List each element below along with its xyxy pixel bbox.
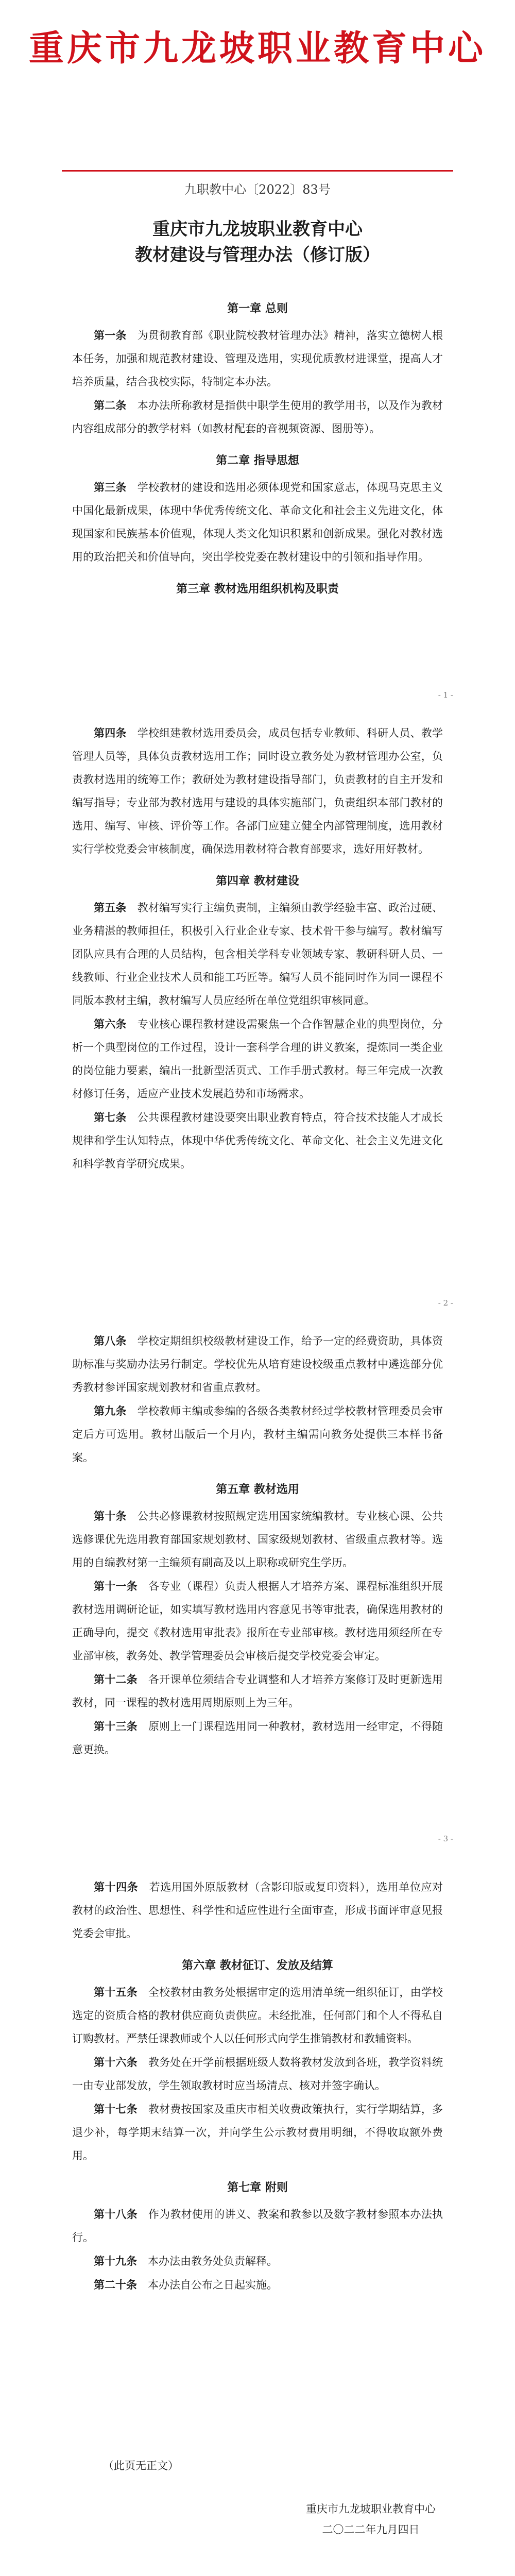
article xyxy=(72,896,443,1012)
article-text: 教材编写实行主编负责制，主编须由教学经验丰富、政治过硬、业务精湛的教师担任，积极引入行业企业专家、技术骨干参与编写。教材编写团队应具有合理的人员结构，包含相关学科专业领域专家、教研科研人员、一线教师、行业企业技术人员和能工巧匠等。编写人员不能同时作为同一课程不同版本教材主编，教材编写人员应经所在单位党组织审核同意。 xyxy=(72,902,443,1007)
article-number: 第十一条 xyxy=(94,1580,138,1592)
article-text: 全校教材由教务处根据审定的选用清单统一组织征订，由学校选定的资质合格的教材供应商负责供应。未经批准，任何部门和个人不得私自订购教材。严禁任课教师或个人以任何形式向学生推销教材和教辅资料。 xyxy=(72,1986,443,2045)
article-number: 第十七条 xyxy=(94,2103,138,2115)
article xyxy=(72,1329,443,1399)
article-text: 各专业（课程）负责人根据人才培养方案、课程标准组织开展教材选用调研论证，如实填写教材选用内容意见书等审批表，确保选用教材的正确导向，提交《教材选用审批表》报所在专业部审核。教材选用须经所在专业部审核，教务处、教学管理委员会审核后提交学校党委会审定。 xyxy=(72,1580,443,1662)
article xyxy=(72,2050,443,2097)
chapter-heading: 第六章 教材征订、发放及结算 xyxy=(182,1959,333,1972)
chapter-heading: 第一章 总则 xyxy=(227,302,288,315)
article-text: 为贯彻教育部《职业院校教材管理办法》精神，落实立德树人根本任务，加强和规范教材建设、管理及选用，实现优质教材进课堂，提高人才培养质量，结合我校实际，特制定本办法。 xyxy=(72,329,443,388)
article-text: 若选用国外原版教材（含影印版或复印资料），选用单位应对教材的政治性、思想性、科学性和适应性进行全面审查，形成书面评审意见报党委会审批。 xyxy=(72,1881,443,1940)
page-number: - 3 - xyxy=(438,1834,453,1843)
page-number: - 2 - xyxy=(438,1298,453,1308)
document-title xyxy=(0,216,515,268)
article-text: 公共课程教材建设要突出职业教育特点，符合技术技能人才成长规律和学生认知特点，体现中华优秀传统文化、革命文化、社会主义先进文化和科学教育学研究成果。 xyxy=(72,1111,443,1170)
article-text: 各开课单位须结合专业调整和人才培养方案修订及时更新选用教材，同一课程的教材选用周期原则上为三年。 xyxy=(72,1673,443,1709)
article-text: 本办法自公布之日起实施。 xyxy=(148,2279,278,2291)
article xyxy=(72,1399,443,1469)
body-page-1 xyxy=(72,289,443,604)
chapter-heading: 第五章 教材选用 xyxy=(216,1483,299,1496)
article-number: 第一条 xyxy=(94,329,127,342)
document-number: 九职教中心〔2022〕83号 xyxy=(184,182,331,197)
article-number: 第五条 xyxy=(94,901,127,914)
signature-org: 重庆市九龙坡职业教育中心 xyxy=(306,2503,436,2515)
article xyxy=(72,1574,443,1668)
article xyxy=(72,1012,443,1106)
article xyxy=(72,1668,443,1715)
chapter-heading: 第四章 教材建设 xyxy=(216,874,299,888)
chapter-heading: 第二章 指导思想 xyxy=(216,454,299,467)
article xyxy=(72,1875,443,1945)
article-text: 教务处在开学前根据班级人数将教材发放到各班，教学资料统一由专业部发放，学生领取教材时应当场清点、核对并签字确认。 xyxy=(72,2056,443,2092)
article xyxy=(72,721,443,861)
article xyxy=(72,394,443,440)
article-number: 第六条 xyxy=(94,1018,127,1030)
article xyxy=(72,2249,443,2273)
title-line-1: 重庆市九龙坡职业教育中心 xyxy=(152,219,363,240)
body-page-3 xyxy=(72,1329,443,1761)
article-number: 第十三条 xyxy=(94,1720,138,1733)
article-number: 第四条 xyxy=(94,726,127,739)
chapter-heading: 第七章 附则 xyxy=(227,2181,288,2194)
article-number: 第七条 xyxy=(94,1111,127,1124)
article xyxy=(72,2273,443,2297)
article xyxy=(72,2202,443,2249)
article-text: 本办法所称教材是指供中职学生使用的教学用书，以及作为教材内容组成部分的教学材料（如教材配套的音视频资源、图册等）。 xyxy=(72,399,443,435)
signature-date: 二〇二二年九月四日 xyxy=(322,2523,420,2536)
article-text: 学校教师主编或参编的各级各类教材经过学校教材管理委员会审定后方可选用。教材出版后一个月内，教材主编需向教务处提供三本样书备案。 xyxy=(72,1405,443,1464)
no-text-note: （此页无正文） xyxy=(103,2460,179,2472)
article-number: 第十条 xyxy=(94,1510,127,1522)
body-page-4 xyxy=(72,1875,443,2297)
article-text: 学校教材的建设和选用必须体现党和国家意志，体现马克思主义中国化最新成果，体现中华优秀传统文化、革命文化和社会主义先进文化，体现国家和民族基本价值观，体现人类文化知识积累和创新成果。强化对教材选用的政治把关和价值导向，突出学校党委在教材建设中的引领和指导作用。 xyxy=(72,481,443,563)
article-text: 公共必修课教材按照规定选用国家统编教材。专业核心课、公共选修课优先选用教育部国家规划教材、国家级规划教材、省级重点教材等。选用的自编教材第一主编须有副高及以上职称或研究生学历。 xyxy=(72,1510,443,1569)
article xyxy=(72,324,443,394)
title-line-2: 教材建设与管理办法（修订版） xyxy=(135,245,380,265)
article-number: 第二条 xyxy=(94,399,127,412)
signature-block xyxy=(288,2499,453,2540)
article xyxy=(72,1715,443,1761)
article-text: 教材费按国家及重庆市相关收费政策执行，实行学期结算，多退少补，每学期末结算一次，并向学生公示教材费用明细，不得收取额外费用。 xyxy=(72,2103,443,2162)
article-text: 学校组建教材选用委员会，成员包括专业教师、科研人员、教学管理人员等，具体负责教材选用工作；同时设立教务处为教材管理办公室，负责教材选用的统筹工作；教研处为教材建设指导部门，负责教材的自主开发和编写指导；专业部为教材选用与建设的具体实施部门，负责组织本部门教材的选用、编写、审核、评价等工作。各部门应建立健全内部管理制度，选用教材实行学校党委会审核制度，确保选用教材符合教育部要求，选好用好教材。 xyxy=(72,727,443,855)
page-number: - 1 - xyxy=(438,690,453,700)
article-number: 第九条 xyxy=(94,1404,127,1417)
article-number: 第十八条 xyxy=(94,2208,138,2221)
article xyxy=(72,1980,443,2050)
article xyxy=(72,1504,443,1574)
article-number: 第三条 xyxy=(94,481,127,494)
article xyxy=(72,1106,443,1176)
article-text: 专业核心课程教材建设需聚焦一个合作智慧企业的典型岗位，分析一个典型岗位的工作过程，设计一套科学合理的讲义教案，提炼同一类企业的岗位能力要素，编出一批新型活页式、工作手册式教材。每三年完成一次教材修订任务，适应产业技术发展趋势和市场需求。 xyxy=(72,1018,443,1100)
chapter-heading: 第三章 教材选用组织机构及职责 xyxy=(176,582,339,596)
article-text: 本办法由教务处负责解释。 xyxy=(148,2255,278,2267)
red-header-title: 重庆市九龙坡职业教育中心 xyxy=(28,28,486,69)
body-page-2 xyxy=(72,721,443,1176)
article-number: 第十五条 xyxy=(94,1986,138,1998)
article-text: 原则上一门课程选用同一种教材，教材选用一经审定，不得随意更换。 xyxy=(72,1720,443,1756)
article-text: 学校定期组织校级教材建设工作，给予一定的经费资助，具体资助标准与奖励办法另行制定。学校优先从培育建设校级重点教材中遴选部分优秀教材参评国家规划教材和省重点教材。 xyxy=(72,1335,443,1394)
article-number: 第十六条 xyxy=(94,2056,138,2069)
article-number: 第十四条 xyxy=(94,1880,139,1893)
article-number: 第八条 xyxy=(94,1334,127,1347)
article xyxy=(72,476,443,569)
article-number: 第十九条 xyxy=(94,2255,137,2267)
article-number: 第二十条 xyxy=(94,2278,137,2291)
red-header-rule xyxy=(62,170,453,172)
article xyxy=(72,2097,443,2167)
article-text: 作为教材使用的讲义、教案和教参以及数字教材参照本办法执行。 xyxy=(72,2208,443,2244)
article-number: 第十二条 xyxy=(94,1673,138,1686)
